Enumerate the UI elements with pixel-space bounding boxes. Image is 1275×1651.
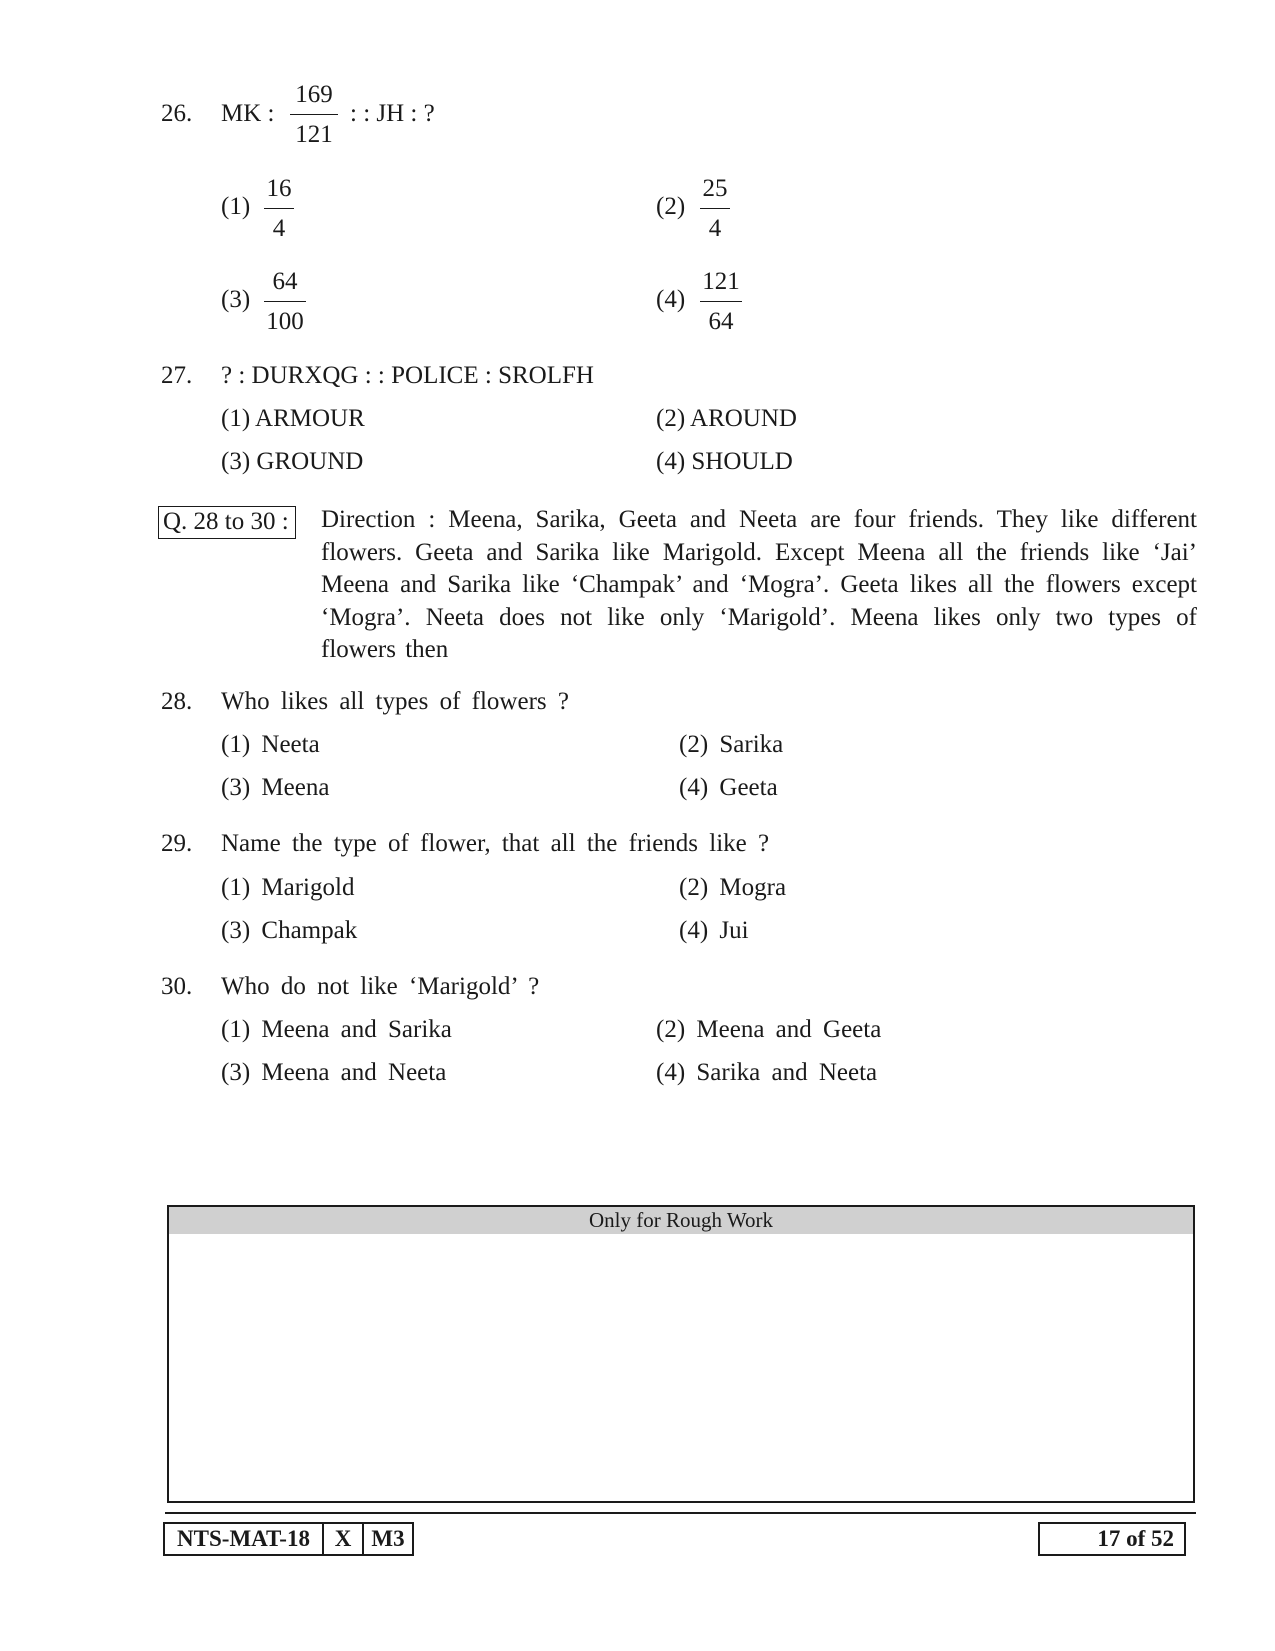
option-fraction [264, 176, 294, 241]
question-number: 26. [161, 100, 193, 127]
question-text: ? : DURXQG : : POLICE : SROLFH [221, 362, 594, 389]
footer-set: M3 [362, 1522, 414, 1556]
fraction-numerator: 169 [295, 81, 333, 108]
question-text: Who do not like ‘Marigold’ ? [221, 973, 540, 1000]
option-label: (3) [221, 286, 251, 313]
footer-class: X [322, 1522, 364, 1556]
option: (1) Marigold [221, 874, 355, 901]
rough-work-box [167, 1205, 1195, 1503]
option: (2) Mogra [679, 874, 787, 901]
option: (2) Meena and Geeta [656, 1016, 882, 1043]
question-text: Name the type of flower, that all the friends like ? [221, 830, 770, 857]
fraction-numerator: 25 [702, 175, 728, 202]
question-number: 28. [161, 688, 193, 715]
direction-text: Direction : Meena, Sarika, Geeta and Neeta are four friends. They like different flowers. Geeta and Sarika like Marigold. Except Meena all the friends like ‘Jai’ Meena and Sarika like ‘Champak’ and ‘Mogra’. Geeta likes all the flowers except ‘Mogra’. Neeta does not like only ‘Marigold’. Meena likes only two types of flowers then [321, 506, 1197, 663]
option: (2) Sarika [679, 731, 784, 758]
question-text: Who likes all types of flowers ? [221, 688, 569, 715]
option-fraction [700, 269, 742, 334]
question-26-fraction [290, 82, 338, 147]
option-label: (4) [656, 286, 686, 313]
rough-work-header: Only for Rough Work [169, 1207, 1193, 1234]
fraction-denominator: 100 [266, 308, 304, 335]
direction-label-box: Q. 28 to 30 : [158, 506, 296, 539]
option: (1) ARMOUR [221, 405, 365, 432]
option: (1) Neeta [221, 731, 320, 758]
option: (2) AROUND [656, 405, 797, 432]
question-26-prefix: MK : [221, 100, 275, 127]
question-26-suffix: : : JH : ? [350, 100, 435, 127]
option: (3) Champak [221, 917, 358, 944]
footer-page-number: 17 of 52 [1038, 1522, 1186, 1556]
question-number: 30. [161, 973, 193, 1000]
footer-divider [165, 1512, 1196, 1514]
option: (3) Meena and Neeta [221, 1059, 447, 1086]
option: (3) GROUND [221, 448, 364, 475]
fraction-numerator: 16 [266, 175, 292, 202]
option: (1) Meena and Sarika [221, 1016, 452, 1043]
option: (4) SHOULD [656, 448, 793, 475]
fraction-denominator: 121 [295, 121, 333, 148]
question-number: 29. [161, 830, 193, 857]
fraction-denominator: 4 [272, 215, 286, 242]
option: (3) Meena [221, 774, 330, 801]
fraction-denominator: 4 [708, 215, 722, 242]
option-fraction [264, 269, 306, 334]
option-fraction [700, 176, 730, 241]
option-label: (1) [221, 193, 251, 220]
option: (4) Jui [679, 917, 749, 944]
option: (4) Sarika and Neeta [656, 1059, 878, 1086]
footer-exam-code: NTS-MAT-18 [163, 1522, 324, 1556]
option-label: (2) [656, 193, 686, 220]
question-number: 27. [161, 362, 193, 389]
fraction-numerator: 121 [702, 268, 740, 295]
fraction-numerator: 64 [272, 268, 298, 295]
option: (4) Geeta [679, 774, 778, 801]
fraction-denominator: 64 [708, 308, 734, 335]
